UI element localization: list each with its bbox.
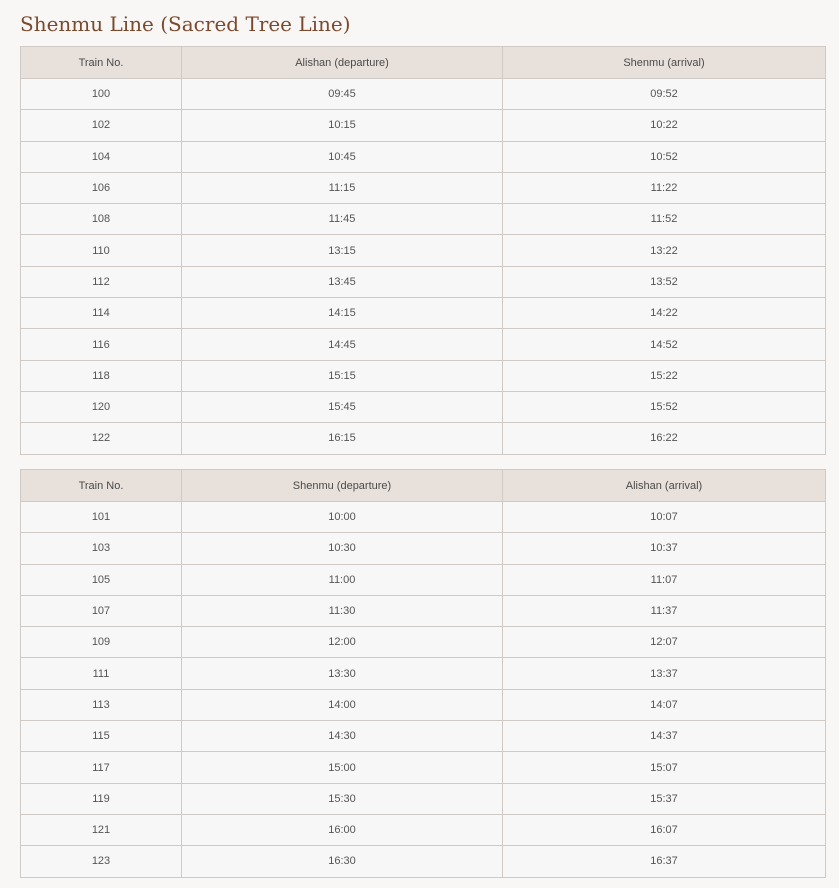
cell-arrival-time: 13:52 bbox=[503, 266, 826, 297]
table-row bbox=[21, 298, 826, 329]
table-row bbox=[21, 595, 826, 626]
cell-departure-time: 10:45 bbox=[182, 141, 503, 172]
table-row bbox=[21, 235, 826, 266]
cell-train-no: 107 bbox=[21, 595, 182, 626]
cell-departure-time: 11:15 bbox=[182, 172, 503, 203]
cell-train-no: 102 bbox=[21, 110, 182, 141]
cell-arrival-time: 12:07 bbox=[503, 627, 826, 658]
cell-train-no: 100 bbox=[21, 79, 182, 110]
column-header-train-no: Train No. bbox=[21, 47, 182, 79]
cell-arrival-time: 16:07 bbox=[503, 814, 826, 845]
table-row bbox=[21, 79, 826, 110]
cell-train-no: 105 bbox=[21, 564, 182, 595]
table-body bbox=[21, 502, 826, 878]
column-header-train-no: Train No. bbox=[21, 470, 182, 502]
cell-departure-time: 14:15 bbox=[182, 298, 503, 329]
cell-train-no: 113 bbox=[21, 689, 182, 720]
cell-departure-time: 13:15 bbox=[182, 235, 503, 266]
table-header-row bbox=[21, 47, 826, 79]
table-row bbox=[21, 846, 826, 877]
cell-departure-time: 10:30 bbox=[182, 533, 503, 564]
table-row bbox=[21, 391, 826, 422]
table-row bbox=[21, 564, 826, 595]
table-row bbox=[21, 329, 826, 360]
cell-train-no: 111 bbox=[21, 658, 182, 689]
cell-train-no: 109 bbox=[21, 627, 182, 658]
table-row bbox=[21, 423, 826, 454]
table-row bbox=[21, 814, 826, 845]
cell-arrival-time: 10:37 bbox=[503, 533, 826, 564]
timetable-alishan-to-shenmu bbox=[20, 46, 826, 455]
cell-departure-time: 16:00 bbox=[182, 814, 503, 845]
table-row bbox=[21, 360, 826, 391]
table-row bbox=[21, 689, 826, 720]
cell-arrival-time: 10:07 bbox=[503, 502, 826, 533]
cell-departure-time: 14:30 bbox=[182, 721, 503, 752]
table-body bbox=[21, 79, 826, 455]
cell-departure-time: 15:30 bbox=[182, 783, 503, 814]
cell-departure-time: 14:00 bbox=[182, 689, 503, 720]
cell-arrival-time: 15:07 bbox=[503, 752, 826, 783]
table-row bbox=[21, 533, 826, 564]
cell-departure-time: 12:00 bbox=[182, 627, 503, 658]
cell-train-no: 119 bbox=[21, 783, 182, 814]
cell-departure-time: 13:30 bbox=[182, 658, 503, 689]
cell-train-no: 118 bbox=[21, 360, 182, 391]
cell-arrival-time: 14:22 bbox=[503, 298, 826, 329]
table-row bbox=[21, 204, 826, 235]
table-row bbox=[21, 266, 826, 297]
cell-departure-time: 16:30 bbox=[182, 846, 503, 877]
cell-arrival-time: 15:37 bbox=[503, 783, 826, 814]
table-header-row bbox=[21, 470, 826, 502]
cell-arrival-time: 13:37 bbox=[503, 658, 826, 689]
cell-departure-time: 15:45 bbox=[182, 391, 503, 422]
column-header-departure: Alishan (departure) bbox=[182, 47, 503, 79]
cell-arrival-time: 14:52 bbox=[503, 329, 826, 360]
table-row bbox=[21, 783, 826, 814]
timetable-shenmu-to-alishan bbox=[20, 469, 826, 878]
cell-departure-time: 11:45 bbox=[182, 204, 503, 235]
table-row bbox=[21, 110, 826, 141]
cell-arrival-time: 10:52 bbox=[503, 141, 826, 172]
column-header-arrival: Alishan (arrival) bbox=[503, 470, 826, 502]
cell-departure-time: 10:15 bbox=[182, 110, 503, 141]
cell-arrival-time: 15:52 bbox=[503, 391, 826, 422]
cell-departure-time: 16:15 bbox=[182, 423, 503, 454]
cell-train-no: 121 bbox=[21, 814, 182, 845]
cell-train-no: 122 bbox=[21, 423, 182, 454]
cell-departure-time: 15:00 bbox=[182, 752, 503, 783]
cell-train-no: 106 bbox=[21, 172, 182, 203]
cell-departure-time: 13:45 bbox=[182, 266, 503, 297]
cell-train-no: 116 bbox=[21, 329, 182, 360]
cell-arrival-time: 11:07 bbox=[503, 564, 826, 595]
cell-train-no: 108 bbox=[21, 204, 182, 235]
column-header-arrival: Shenmu (arrival) bbox=[503, 47, 826, 79]
table-row bbox=[21, 721, 826, 752]
cell-arrival-time: 09:52 bbox=[503, 79, 826, 110]
page-title: Shenmu Line (Sacred Tree Line) bbox=[20, 12, 351, 36]
cell-departure-time: 09:45 bbox=[182, 79, 503, 110]
cell-departure-time: 14:45 bbox=[182, 329, 503, 360]
cell-arrival-time: 11:22 bbox=[503, 172, 826, 203]
cell-arrival-time: 15:22 bbox=[503, 360, 826, 391]
table-row bbox=[21, 141, 826, 172]
cell-arrival-time: 14:07 bbox=[503, 689, 826, 720]
cell-train-no: 120 bbox=[21, 391, 182, 422]
cell-arrival-time: 14:37 bbox=[503, 721, 826, 752]
cell-train-no: 104 bbox=[21, 141, 182, 172]
cell-arrival-time: 13:22 bbox=[503, 235, 826, 266]
table-row bbox=[21, 752, 826, 783]
column-header-departure: Shenmu (departure) bbox=[182, 470, 503, 502]
cell-arrival-time: 10:22 bbox=[503, 110, 826, 141]
cell-train-no: 115 bbox=[21, 721, 182, 752]
cell-departure-time: 11:00 bbox=[182, 564, 503, 595]
cell-train-no: 123 bbox=[21, 846, 182, 877]
table-row bbox=[21, 627, 826, 658]
table-row bbox=[21, 172, 826, 203]
cell-arrival-time: 16:37 bbox=[503, 846, 826, 877]
cell-departure-time: 11:30 bbox=[182, 595, 503, 626]
cell-departure-time: 10:00 bbox=[182, 502, 503, 533]
cell-train-no: 117 bbox=[21, 752, 182, 783]
cell-arrival-time: 16:22 bbox=[503, 423, 826, 454]
cell-train-no: 101 bbox=[21, 502, 182, 533]
cell-arrival-time: 11:52 bbox=[503, 204, 826, 235]
cell-arrival-time: 11:37 bbox=[503, 595, 826, 626]
cell-departure-time: 15:15 bbox=[182, 360, 503, 391]
cell-train-no: 110 bbox=[21, 235, 182, 266]
table-row bbox=[21, 658, 826, 689]
table-row bbox=[21, 502, 826, 533]
cell-train-no: 103 bbox=[21, 533, 182, 564]
cell-train-no: 112 bbox=[21, 266, 182, 297]
cell-train-no: 114 bbox=[21, 298, 182, 329]
